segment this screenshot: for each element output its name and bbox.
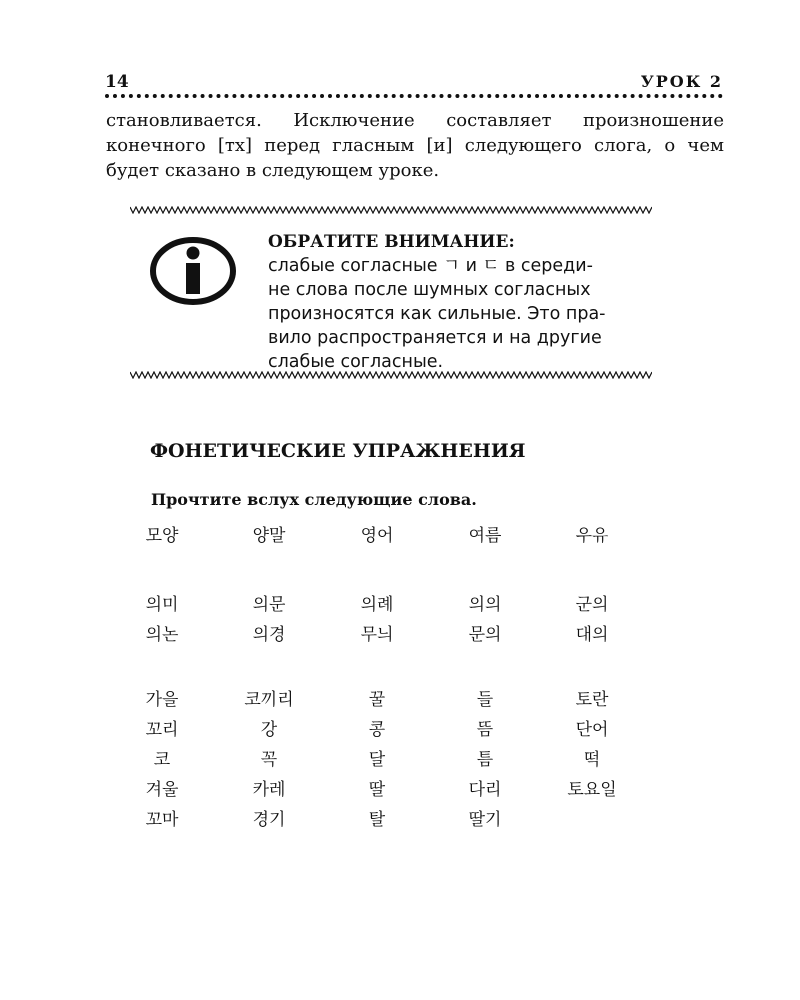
korean-word: 코끼리 — [244, 690, 294, 710]
korean-word: 군의 — [575, 595, 609, 615]
zigzag-divider-bottom — [130, 371, 652, 379]
korean-word: 코 — [153, 750, 171, 770]
korean-word: 여름 — [468, 526, 502, 546]
korean-word: 딸 — [368, 780, 386, 800]
page-number: 14 — [105, 72, 129, 92]
notice-line: слабые согласные ㄱ и ㄷ в середи- — [268, 256, 593, 276]
korean-word: 콩 — [368, 720, 386, 740]
header-dotted-rule — [105, 94, 723, 98]
korean-word: 겨울 — [145, 780, 179, 800]
korean-word: 의의 — [468, 595, 502, 615]
korean-word: 영어 — [360, 526, 394, 546]
korean-word: 딸기 — [468, 810, 502, 830]
section-title: ФОНЕТИЧЕСКИЕ УПРАЖНЕНИЯ — [150, 440, 526, 462]
korean-word: 다리 — [468, 780, 502, 800]
korean-word: 의문 — [252, 595, 286, 615]
korean-word: 의미 — [145, 595, 179, 615]
korean-word: 의경 — [252, 625, 286, 645]
korean-word: 꼬리 — [145, 720, 179, 740]
notice-title: ОБРАТИТЕ ВНИМАНИЕ: — [268, 232, 515, 252]
notice-line: не слова после шумных согласных — [268, 280, 591, 300]
body-paragraph-text: становливается. Исключение составляет произношение конечного [тх] перед гласным [и] следующего слога, о чем будет сказано в следующем уроке. — [106, 110, 724, 181]
korean-word: 카레 — [252, 780, 286, 800]
notice-line: вило распространяется и на другие — [268, 328, 602, 348]
zigzag-divider-top — [130, 206, 652, 214]
korean-word: 달 — [368, 750, 386, 770]
korean-word: 양말 — [252, 526, 286, 546]
korean-word: 가을 — [145, 690, 179, 710]
korean-word: 단어 — [575, 720, 609, 740]
exercise-instruction: Прочтите вслух следующие слова. — [151, 490, 477, 509]
korean-word: 모양 — [145, 526, 179, 546]
korean-word: 꼬마 — [145, 810, 179, 830]
korean-word: 대의 — [575, 625, 609, 645]
info-icon — [148, 236, 238, 306]
korean-word: 우유 — [575, 526, 609, 546]
korean-word: 의례 — [360, 595, 394, 615]
korean-word: 꿀 — [368, 690, 386, 710]
korean-word: 경기 — [252, 810, 286, 830]
korean-word: 탈 — [368, 810, 386, 830]
korean-word: 무늬 — [360, 625, 394, 645]
notice-line: произносятся как сильные. Это пра- — [268, 304, 606, 324]
korean-word: 토란 — [575, 690, 609, 710]
korean-word: 의논 — [145, 625, 179, 645]
korean-word: 강 — [260, 720, 278, 740]
korean-word: 꼭 — [260, 750, 278, 770]
korean-word: 문의 — [468, 625, 502, 645]
korean-word: 뜸 — [476, 720, 494, 740]
body-paragraph — [106, 108, 724, 183]
korean-word: 떡 — [583, 750, 601, 770]
lesson-label: УРОК 2 — [640, 72, 723, 91]
notice-line: слабые согласные. — [268, 352, 444, 372]
korean-word: 틈 — [476, 750, 494, 770]
notice-box — [268, 230, 648, 374]
korean-word: 토요일 — [567, 780, 617, 800]
korean-word: 들 — [476, 690, 494, 710]
